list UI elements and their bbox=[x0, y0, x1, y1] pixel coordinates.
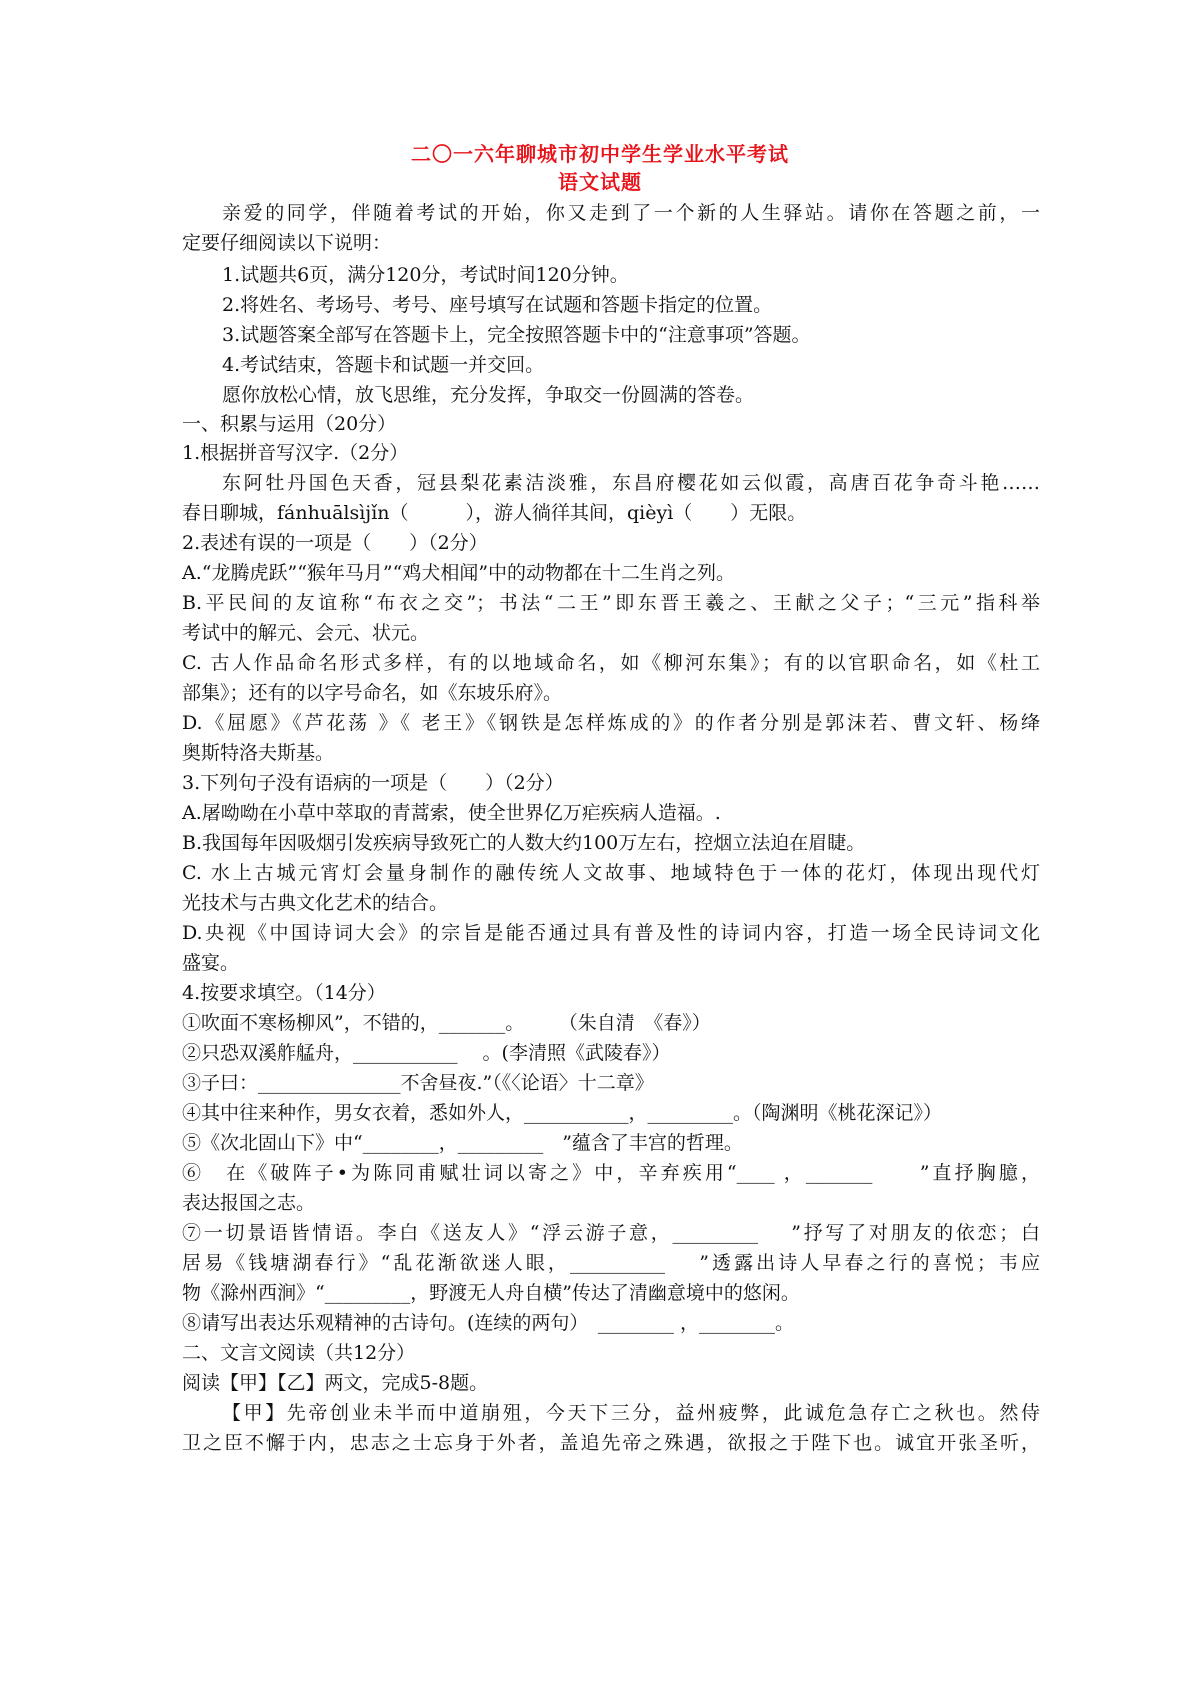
fill-blank-item: ⑤《次北固山下》中“________，_________ ”蕴含了丰宫的哲理。 bbox=[182, 1132, 743, 1154]
question-text: 春日聊城，fánhuālsìjǐn（ ），游人徜徉其间，qièyì（ ）无限。 bbox=[182, 502, 807, 524]
question-stem: 1.根据拼音写汉字.（2分） bbox=[182, 442, 409, 464]
fill-blank-item: ②只恐双溪舴艋舟，___________ 。(李清照《武陵春》） bbox=[182, 1042, 671, 1064]
option-a: A.屠呦呦在小草中萃取的青蒿索，使全世界亿万疟疾病人造福。. bbox=[182, 802, 721, 824]
option-a: A.“龙腾虎跃”“猴年马月”“鸡犬相闻”中的动物都在十二生肖之列。 bbox=[182, 562, 736, 584]
fill-blank-item: ③子曰：_______________不舍昼夜.”（《〈论语〉十二章》 bbox=[182, 1072, 654, 1094]
fill-blank-item: ⑧请写出表达乐观精神的古诗句。(连续的两句） ________ ，________。 bbox=[182, 1312, 794, 1334]
instruction-item: 2.将姓名、考场号、考号、座号填写在试题和答题卡指定的位置。 bbox=[222, 294, 773, 316]
instruction-item: 3.试题答案全部写在答题卡上，完全按照答题卡中的“注意事项”答题。 bbox=[222, 324, 811, 346]
reading-instruction: 阅读【甲】【乙】两文，完成5-8题。 bbox=[182, 1372, 489, 1394]
intro-wish: 愿你放松心情，放飞思维，充分发挥，争取交一份圆满的答卷。 bbox=[222, 384, 755, 406]
question-stem: 3.下列句子没有语病的一项是（ ）（2分） bbox=[182, 772, 564, 794]
fill-blank-item: ①吹面不寒杨柳风”，不错的，_______。 （朱自清 《春》） bbox=[182, 1012, 711, 1034]
question-text: 东阿牡丹国色天香，冠县梨花素洁淡雅，东昌府樱花如云似霞，高唐百花争奇斗艳…… bbox=[222, 472, 1040, 494]
option-c-cont: 部集》；还有的以字号命名，如《东坡乐府》。 bbox=[182, 682, 563, 704]
fill-blank-item: ⑦一切景语皆情语。李白《送友人》“浮云游子意，_________ ”抒写了对朋友的依恋；白 bbox=[182, 1222, 1040, 1244]
section-heading: 一、积累与运用（20分） bbox=[182, 413, 397, 435]
passage-text: 卫之臣不懈于内，忠志之士忘身于外者，盖追先帝之殊遇，欲报之于陛下也。诚宜开张圣听， bbox=[182, 1432, 1040, 1454]
option-c: C. 古人作品命名形式多样，有的以地域命名，如《柳河东集》；有的以官职命名，如《杜工 bbox=[182, 652, 1040, 674]
fill-blank-item: ④其中往来种作，男女衣着，悉如外人，___________，_________。（陶渊明《桃花深记》） bbox=[182, 1102, 943, 1124]
option-b-cont: 考试中的解元、会元、状元。 bbox=[182, 622, 430, 644]
fill-blank-cont: 居易《钱塘湖春行》“乱花渐欲迷人眼，__________ ”透露出诗人早春之行的喜悦；韦应 bbox=[182, 1252, 1040, 1274]
fill-blank-cont: 表达报国之志。 bbox=[182, 1192, 316, 1214]
option-c: C. 水上古城元宵灯会量身制作的融传统人文故事、地域特色于一体的花灯，体现出现代灯 bbox=[182, 862, 1040, 884]
exam-subtitle: 语文试题 bbox=[558, 170, 642, 194]
fill-blank-item: ⑥ 在《破阵子•为陈同甫赋壮词以寄之》中，辛弃疾用“____ ，_______ ”直抒胸臆， bbox=[182, 1162, 1040, 1184]
option-d: D.央视《中国诗词大会》的宗旨是能否通过具有普及性的诗词内容，打造一场全民诗词文化 bbox=[182, 922, 1040, 944]
option-d: D.《屈愿》《芦花荡 》《 老王》《钢铁是怎样炼成的》的作者分别是郭沫若、曹文轩、杨绛 bbox=[182, 712, 1040, 734]
intro-line: 定要仔细阅读以下说明： bbox=[182, 232, 392, 254]
section-heading: 二、文言文阅读（共12分） bbox=[182, 1342, 416, 1364]
exam-title: 二〇一六年聊城市初中学生学业水平考试 bbox=[411, 142, 789, 166]
question-stem: 2.表述有误的一项是（ ）（2分） bbox=[182, 532, 488, 554]
intro-line: 亲爱的同学，伴随着考试的开始，你又走到了一个新的人生驿站。请你在答题之前，一 bbox=[222, 202, 1040, 224]
option-b: B.平民间的友谊称“布衣之交”；书法“二王”即东晋王羲之、王献之父子；“三元”指科举 bbox=[182, 592, 1040, 614]
option-b: B.我国每年因吸烟引发疾病导致死亡的人数大约100万左右，控烟立法迫在眉睫。 bbox=[182, 832, 866, 854]
option-d-cont: 盛宴。 bbox=[182, 952, 240, 974]
option-d-cont: 奥斯特洛夫斯基。 bbox=[182, 742, 335, 764]
option-c-cont: 光技术与古典文化艺术的结合。 bbox=[182, 892, 449, 914]
instruction-item: 1.试题共6页，满分120分，考试时间120分钟。 bbox=[222, 264, 629, 286]
fill-blank-cont: 物《滁州西涧》“_________，野渡无人舟自横”传达了清幽意境中的悠闲。 bbox=[182, 1282, 800, 1304]
instruction-item: 4.考试结束，答题卡和试题一并交回。 bbox=[222, 354, 545, 376]
passage-text: 【甲】先帝创业未半而中道崩殂，今天下三分，益州疲弊，此诚危急存亡之秋也。然侍 bbox=[222, 1402, 1040, 1424]
question-stem: 4.按要求填空。（14分） bbox=[182, 982, 386, 1004]
